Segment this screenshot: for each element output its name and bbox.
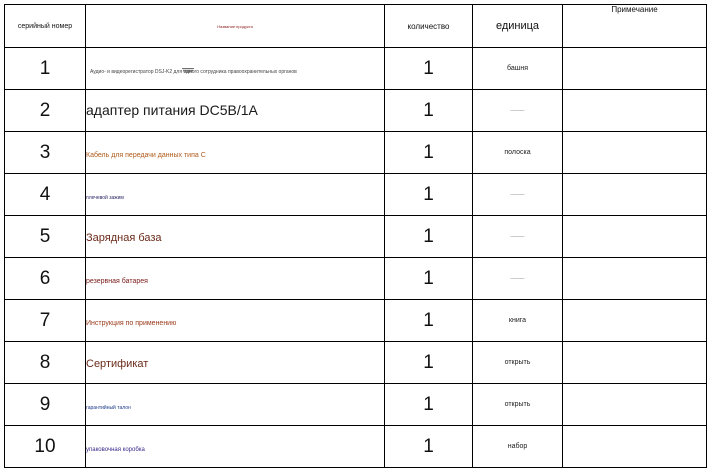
item-name-cell bbox=[86, 216, 385, 258]
item-unit: набор bbox=[473, 426, 563, 468]
item-unit: башня bbox=[473, 48, 563, 90]
header-serial: серийный номер bbox=[5, 5, 86, 48]
text-lines-icon bbox=[182, 68, 194, 73]
item-quantity: 1 bbox=[385, 174, 473, 216]
table-row bbox=[5, 342, 707, 384]
row-number: 7 bbox=[5, 300, 86, 342]
item-name: гарантийный талон bbox=[86, 404, 131, 411]
item-note bbox=[563, 258, 707, 300]
item-name: плечевой зажим bbox=[86, 194, 124, 201]
item-note bbox=[563, 216, 707, 258]
item-name-cell bbox=[86, 90, 385, 132]
item-quantity: 1 bbox=[385, 384, 473, 426]
table-row bbox=[5, 258, 707, 300]
row-number: 3 bbox=[5, 132, 86, 174]
item-note bbox=[563, 48, 707, 90]
item-unit: открыть bbox=[473, 342, 563, 384]
item-note bbox=[563, 426, 707, 468]
item-quantity: 1 bbox=[385, 216, 473, 258]
item-name-cell bbox=[86, 300, 385, 342]
row-number: 6 bbox=[5, 258, 86, 300]
table-row bbox=[5, 384, 707, 426]
item-quantity: 1 bbox=[385, 300, 473, 342]
table-row bbox=[5, 48, 707, 90]
item-unit: —— bbox=[473, 90, 563, 132]
item-name: резервная батарея bbox=[86, 277, 148, 285]
item-quantity: 1 bbox=[385, 342, 473, 384]
item-note bbox=[563, 384, 707, 426]
item-note bbox=[563, 300, 707, 342]
item-quantity: 1 bbox=[385, 258, 473, 300]
item-name-cell bbox=[86, 132, 385, 174]
item-name: Сертификат bbox=[86, 357, 149, 370]
item-note bbox=[563, 174, 707, 216]
item-unit: книга bbox=[473, 300, 563, 342]
row-number: 10 bbox=[5, 426, 86, 468]
header-note: Примечание bbox=[563, 5, 707, 48]
header-quantity: количество bbox=[385, 5, 473, 48]
header-name: Название продукта bbox=[86, 5, 385, 48]
table-row bbox=[5, 216, 707, 258]
item-name: Зарядная база bbox=[86, 231, 162, 244]
item-unit: —— bbox=[473, 216, 563, 258]
item-unit: —— bbox=[473, 258, 563, 300]
table-row bbox=[5, 132, 707, 174]
row-number: 2 bbox=[5, 90, 86, 132]
item-quantity: 1 bbox=[385, 132, 473, 174]
row-number: 1 bbox=[5, 48, 86, 90]
item-unit: —— bbox=[473, 174, 563, 216]
packing-list-table bbox=[4, 4, 707, 468]
item-note bbox=[563, 90, 707, 132]
table-row bbox=[5, 426, 707, 468]
row-number: 5 bbox=[5, 216, 86, 258]
item-unit: открыть bbox=[473, 384, 563, 426]
item-name: Кабель для передачи данных типа C bbox=[86, 151, 206, 159]
header-unit: единица bbox=[473, 5, 563, 48]
row-number: 8 bbox=[5, 342, 86, 384]
item-name: адаптер питания DC5В/1A bbox=[86, 101, 258, 118]
table-row bbox=[5, 90, 707, 132]
item-name-cell bbox=[86, 258, 385, 300]
item-name: Инструкция по применению bbox=[86, 319, 177, 327]
item-quantity: 1 bbox=[385, 48, 473, 90]
item-name-cell bbox=[86, 384, 385, 426]
row-number: 9 bbox=[5, 384, 86, 426]
item-name-cell bbox=[86, 342, 385, 384]
item-quantity: 1 bbox=[385, 426, 473, 468]
item-note bbox=[563, 342, 707, 384]
item-note bbox=[563, 132, 707, 174]
header-row bbox=[5, 5, 707, 48]
item-name-cell bbox=[86, 426, 385, 468]
item-quantity: 1 bbox=[385, 90, 473, 132]
table-row bbox=[5, 300, 707, 342]
item-name: упаковочная коробка bbox=[86, 446, 145, 453]
row-number: 4 bbox=[5, 174, 86, 216]
item-name: Аудио- и видеорегистратор DSJ-K2 для одного сотрудника правоохранительных органов bbox=[90, 68, 297, 75]
item-name-cell bbox=[86, 48, 385, 90]
item-name-cell bbox=[86, 174, 385, 216]
table-row bbox=[5, 174, 707, 216]
item-unit: полоска bbox=[473, 132, 563, 174]
